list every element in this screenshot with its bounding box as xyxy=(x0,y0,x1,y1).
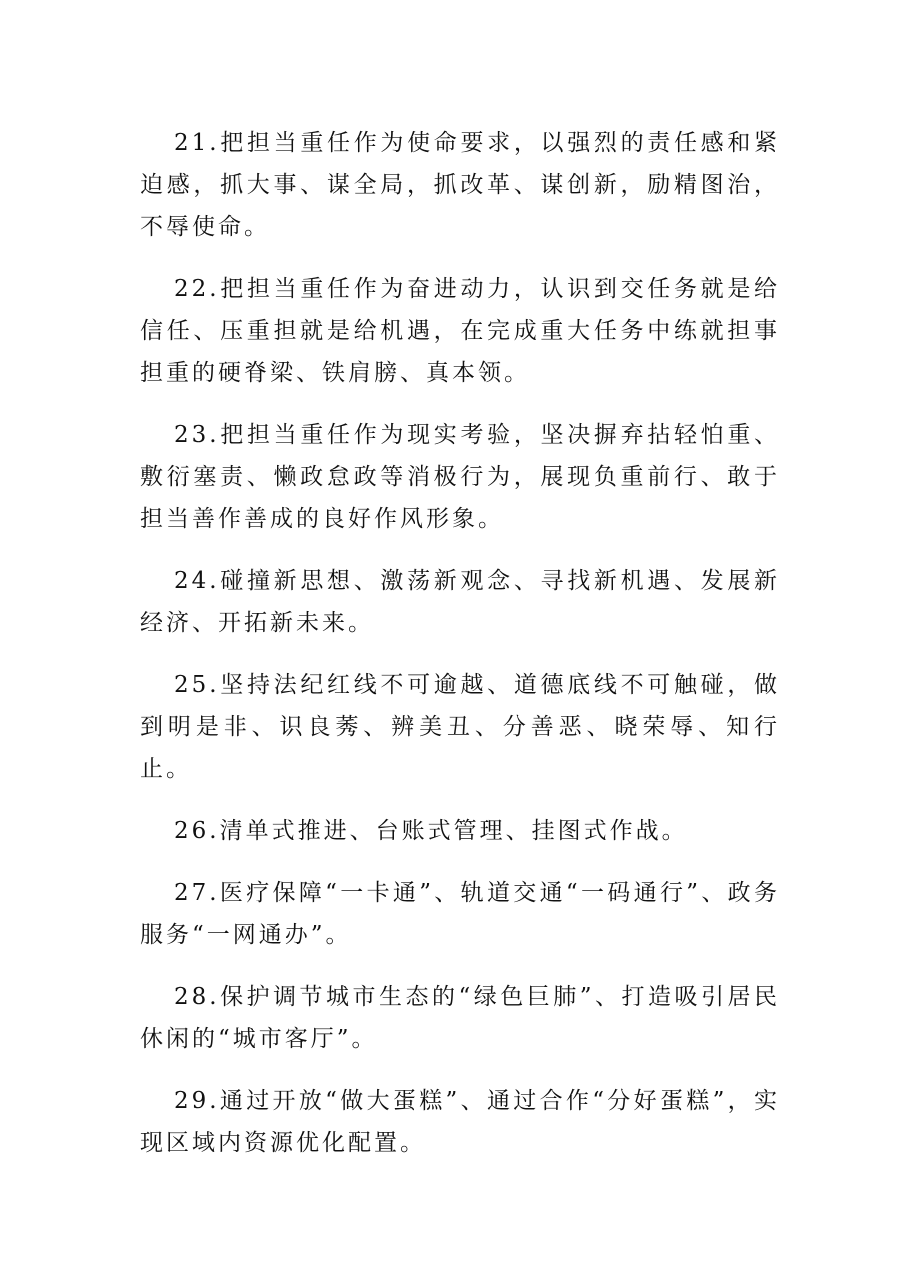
document-body xyxy=(140,122,780,1184)
paragraph-25: 25.坚持法纪红线不可逾越、道德底线不可触碰，做到明是非、识良莠、辨美丑、分善恶、晓荣辱、知行止。 xyxy=(140,672,780,782)
paragraph-24: 24.碰撞新思想、激荡新观念、寻找新机遇、发展新经济、开拓新未来。 xyxy=(140,568,780,636)
paragraph-29: 29.通过开放“做大蛋糕”、通过合作“分好蛋糕”，实现区域内资源优化配置。 xyxy=(140,1088,780,1156)
paragraph-23: 23.把担当重任作为现实考验，坚决摒弃拈轻怕重、敷衍塞责、懒政怠政等消极行为，展现负重前行、敢于担当善作善成的良好作风形象。 xyxy=(140,422,780,532)
paragraph-27: 27.医疗保障“一卡通”、轨道交通“一码通行”、政务服务“一网通办”。 xyxy=(140,880,780,948)
paragraph-22: 22.把担当重任作为奋进动力，认识到交任务就是给信任、压重担就是给机遇，在完成重大任务中练就担事担重的硬脊梁、铁肩膀、真本领。 xyxy=(140,276,780,386)
paragraph-28: 28.保护调节城市生态的“绿色巨肺”、打造吸引居民休闲的“城市客厅”。 xyxy=(140,984,780,1052)
paragraph-26: 26.清单式推进、台账式管理、挂图式作战。 xyxy=(174,818,688,844)
paragraph-21: 21.把担当重任作为使命要求，以强烈的责任感和紧迫感，抓大事、谋全局，抓改革、谋创新，励精图治，不辱使命。 xyxy=(140,130,780,240)
